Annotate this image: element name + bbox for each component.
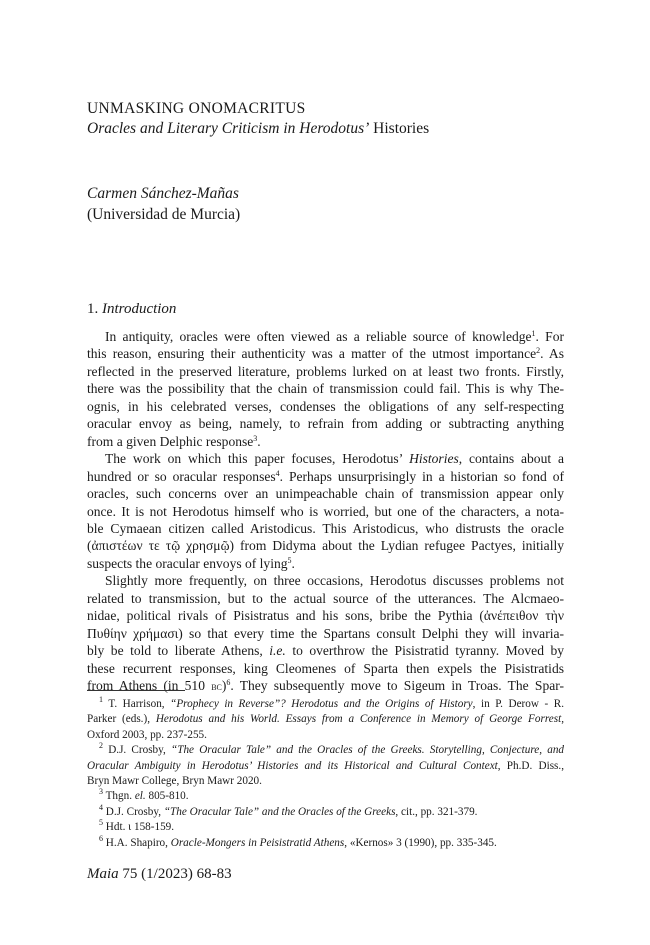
text-line: from a given Delphic response$^3$. [87,433,261,449]
footnote-ref: 1 [531,329,536,338]
footnote-5: $^5$ Hdt. ι 158-159. [99,818,175,834]
text-line: ble Cymaean citizen called Aristodicus. This Aristodicus, who distrusts the oracle [87,520,564,536]
footnote-number: 2 [99,741,103,751]
text-line: oracular envoy as being, namely, to refrain from adding or subtracting anything [87,416,564,432]
text-line: once. It is not Herodotus himself who is worried, but one of the characters, a nota- [87,503,564,519]
paragraph-3 [87,572,564,695]
text-line: from Athens (in 510 bc)$^6$. They subsequently move to Sigeum in Troas. The Spar- [87,678,564,694]
subtitle-plain: Histories [369,120,430,137]
text-line: Πυθίην χρήμασι) so that every time the Spartans consult Delphi they will invaria- [87,625,564,641]
footnote-6: $^6$ H.A. Shapiro, Oracle-Mongers in Peisistratid Athens, «Kernos» 3 (1990), pp. 335-345. [99,833,497,849]
footnote-number: 4 [99,802,103,812]
text-line: suspects the oracular envoys of lying$^5$. [87,555,295,571]
footnote-ref: 6 [226,678,231,688]
section-heading [87,299,567,319]
text-line: hundred or so oracular responses$^4$. Perhaps unsurprisingly in a historian so fond of [87,468,565,484]
footnote-3: $^3$ Thgn. el. 805-810. [99,787,189,803]
footnotes [87,697,564,851]
section-number: 1. [87,301,102,317]
text-line: reflected in the preserved literature, problems lurked on at least two fronts. Firstly, [87,363,564,379]
footnote-ref: 3 [253,433,258,443]
text-line: In antiquity, oracles were often viewed as a reliable source of knowledge$^1$. For [105,329,564,344]
body-text [87,328,564,696]
footnote-number: 5 [99,818,103,828]
footnote-number: 3 [99,787,103,797]
text-line: oracles, such concerns over an unimpeachable chain of transmission appear only [87,486,564,502]
text-line: bly be told to liberate Athens, i.e. to overthrow the Pisistratid tyranny. Moved by [87,643,564,659]
footnote-4: $^4$ D.J. Crosby, “The Oracular Tale” and the Oracles of the Greeks, cit., pp. 321-379. [99,802,478,818]
article-subtitle [87,119,567,139]
footnote-number: 6 [99,833,103,843]
footnote-ref: 2 [536,346,541,356]
text-line: ognis, in his celebrated verses, condenses the obligations of any self-respecting [87,398,564,414]
text-line: (ἀπιστέων τε τῷ χρησμῷ) from Didyma about the Lydian refugee Pactyes, initially [87,538,564,554]
text-line: nidae, political rivals of Pisistratus and his sons, bribe the Pythia (ἀνέπειθον τὴν [87,608,564,624]
text-line: these recurrent responses, king Cleomenes of Sparta then expels the Pisistratids [87,660,564,676]
subtitle-italic: Oracles and Literary Criticism in Herodotus’ [87,120,370,137]
text-line: this reason, ensuring their authenticity was a matter of the utmost importance$^2$. As [87,346,564,362]
footnote-ref: 4 [275,468,280,478]
journal-issue: 75 (1/2023) 68-83 [118,866,232,882]
text-line: related to transmission, but to the actual source of the utterances. The Alcmaeo- [87,590,564,606]
footnote-ref: 5 [287,555,292,565]
author-affiliation: (Universidad de Murcia) [87,206,241,223]
article-title: UNMASKING ONOMACRITUS [87,100,306,117]
paragraph-1 [87,328,564,450]
text-line: Slightly more frequently, on three occasions, Herodotus discusses problems not [105,573,564,589]
footnote-separator [87,690,185,691]
footnote-number: 1 [99,695,103,704]
footnote-1: $^1$ T. Harrison, “Prophecy in Reverse”? Herodotus and the Origins of History, in P. Derow - R. Parker (eds.), Herodotus and his World. Essays from a Conference in Memory of George Forrest, Oxford 2003, pp. 237-255. [87,695,565,741]
paragraph-2 [87,450,564,572]
text-line: there was the possibility that the chain of transmission could fail. This is why The- [87,381,564,397]
footnote-2: $^2$ D.J. Crosby, “The Oracular Tale” and the Oracles of the Greeks. Storytelling, Conjecture, and Oracular Ambiguity in Herodotus’ Histories and its Historical and Cultural Context, Ph.D. Diss., Bryn Mawr College, Bryn Mawr 2020. [87,741,565,788]
section-title: Introduction [102,301,177,317]
journal-citation [87,864,232,884]
author-name: Carmen Sánchez-Mañas [87,185,239,202]
journal-name: Maia [87,866,119,882]
text-line: The work on which this paper focuses, Herodotus’ Histories, contains about a [105,451,564,467]
